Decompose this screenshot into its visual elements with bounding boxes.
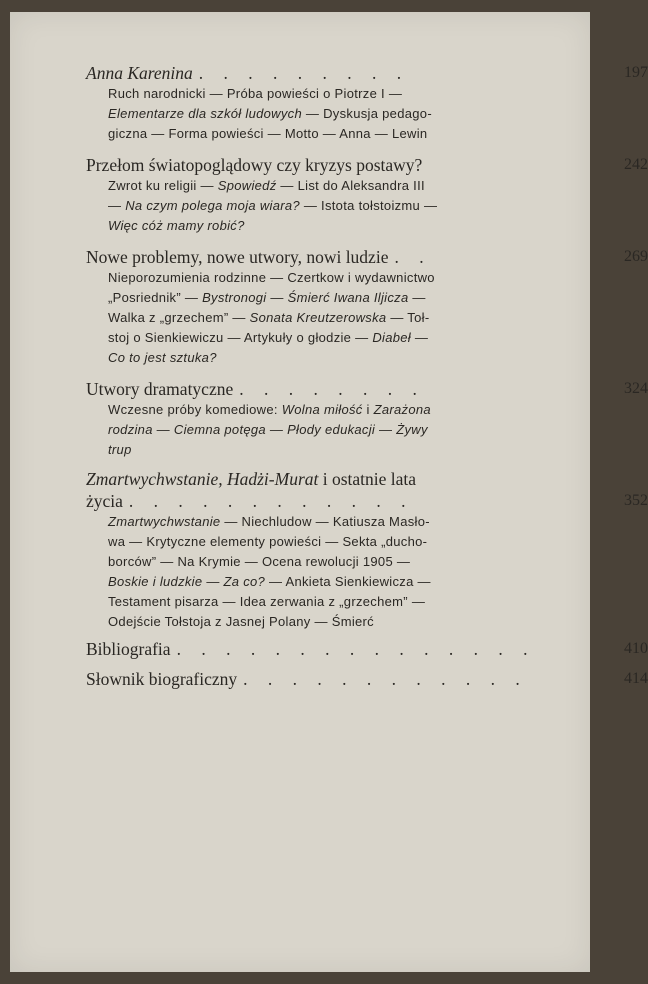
- toc-leader-dots: . . . . . . . .: [239, 379, 425, 399]
- toc-subtopics: [108, 176, 540, 236]
- toc-page-number: 414: [624, 670, 648, 687]
- toc-heading-line2: [86, 490, 586, 512]
- toc-line: borców” — Na Krymie — Ocena rewolucji 1905 —: [108, 554, 411, 569]
- toc-subtopics: [108, 512, 540, 632]
- toc-leader-dots: . . . . . . . . . . . .: [243, 669, 528, 689]
- toc-heading: [86, 468, 586, 490]
- toc-entry: [86, 378, 648, 460]
- toc-title: Anna Karenina: [86, 63, 193, 83]
- toc-heading: [86, 62, 586, 84]
- toc-entry: [86, 154, 648, 236]
- toc-line: — Na czym polega moja wiara? — Istota tołstoizmu —: [108, 198, 438, 213]
- toc-subtopics: [108, 400, 540, 460]
- toc-subtopics: [108, 84, 540, 144]
- toc-line: Boskie i ludzkie — Za co? — Ankieta Sienkiewicza —: [108, 574, 431, 589]
- toc-line: Zmartwychwstanie — Niechludow — Katiusza Masło-: [108, 514, 430, 529]
- toc-heading: [86, 668, 586, 690]
- toc-title: Bibliografia: [86, 639, 171, 659]
- toc-page-number: 269: [624, 248, 648, 265]
- toc-line: Więc cóż mamy robić?: [108, 218, 245, 233]
- toc-subtopics: [108, 268, 540, 368]
- toc-title: Utwory dramatyczne: [86, 379, 234, 399]
- toc-line: Co to jest sztuka?: [108, 350, 217, 365]
- toc-heading: [86, 378, 586, 400]
- toc-leader-dots: . .: [394, 247, 432, 267]
- toc-line: Elementarze dla szkół ludowych — Dyskusja pedago-: [108, 106, 432, 121]
- toc-entry: [86, 246, 648, 368]
- toc-title-line2: życia: [86, 491, 123, 511]
- toc-heading: [86, 154, 586, 176]
- toc-entry: [86, 668, 648, 690]
- toc-title: Przełom światopoglądowy czy kryzys postawy?: [86, 155, 423, 175]
- toc-line: „Posriednik” — Bystronogi — Śmierć Iwana Iljicza —: [108, 290, 426, 305]
- toc-line: Nieporozumienia rodzinne — Czertkow i wydawnictwo: [108, 270, 435, 285]
- toc-title: Słownik biograficzny: [86, 669, 238, 689]
- toc-entry: [86, 468, 648, 632]
- toc-entry: [86, 638, 648, 660]
- toc-line: Wczesne próby komediowe: Wolna miłość i Zarażona: [108, 402, 431, 417]
- toc-leader-dots: . . . . . . . . . . . . . . .: [176, 639, 536, 659]
- toc-line: giczna — Forma powieści — Motto — Anna — Lewin: [108, 126, 428, 141]
- book-page: [10, 12, 648, 972]
- toc-heading: [86, 638, 586, 660]
- toc-entry: [86, 62, 648, 144]
- toc-title: Nowe problemy, nowe utwory, nowi ludzie: [86, 247, 389, 267]
- toc-page-number: 197: [624, 64, 648, 81]
- toc-line: trup: [108, 442, 132, 457]
- toc-page-number: 324: [624, 380, 648, 397]
- toc-line: Odejście Tołstoja z Jasnej Polany — Śmierć: [108, 614, 374, 629]
- toc-leader-dots: . . . . . . . . .: [198, 63, 410, 83]
- toc-leader-dots: . . . . . . . . . . . .: [128, 491, 414, 511]
- toc-line: Zwrot ku religii — Spowiedź — List do Aleksandra III: [108, 178, 425, 193]
- toc-line: rodzina — Ciemna potęga — Płody edukacji — Żywy: [108, 422, 428, 437]
- toc-line: wa — Krytyczne elementy powieści — Sekta „ducho-: [108, 534, 428, 549]
- toc-title: Zmartwychwstanie, Hadżi-Murat: [86, 469, 319, 489]
- toc-line: Walka z „grzechem” — Sonata Kreutzerowska — Toł-: [108, 310, 430, 325]
- toc-line: stoj o Sienkiewiczu — Artykuły o głodzie — Diabeł —: [108, 330, 429, 345]
- toc-line: Ruch narodnicki — Próba powieści o Piotrze I —: [108, 86, 403, 101]
- toc-heading: [86, 246, 586, 268]
- toc-title-rest: i ostatnie lata: [318, 469, 417, 489]
- toc-line: Testament pisarza — Idea zerwania z „grzechem” —: [108, 594, 426, 609]
- toc-page-number: 410: [624, 640, 648, 657]
- toc-page-number: 352: [624, 492, 648, 509]
- toc-page-number: 242: [624, 156, 648, 173]
